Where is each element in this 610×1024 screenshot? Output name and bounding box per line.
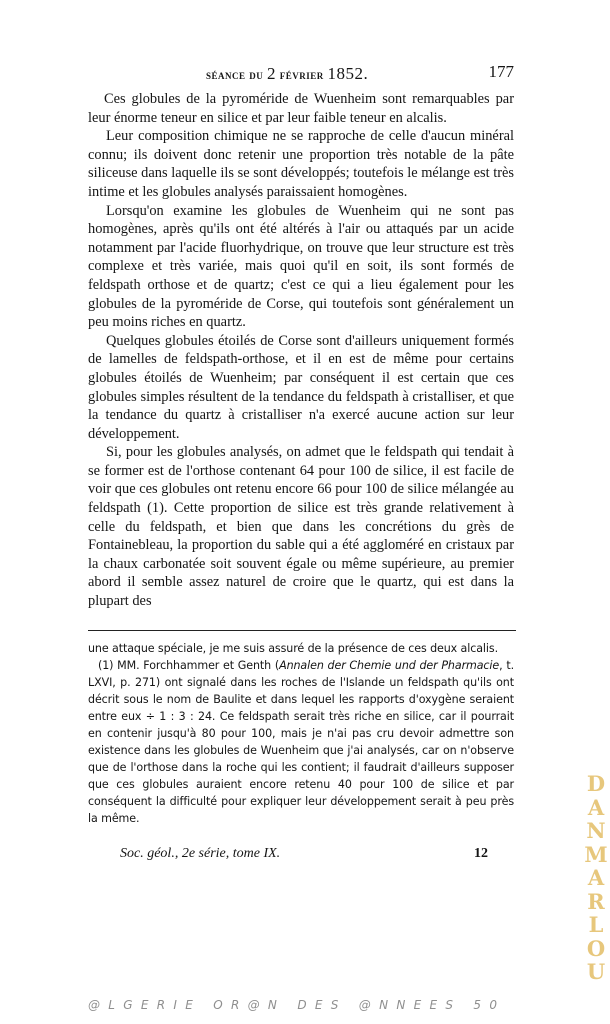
main-text (88, 90, 514, 611)
paragraph: Leur composition chimique ne se rapproche de celle d'aucun minéral connu; ils doivent donc retenir une proportion très notable de la pâte siliceuse dans laquelle ils se sont développés; toutefois le mélange est très intime et les globules analysés paraissaient homogènes. (88, 128, 514, 200)
paragraph: Lorsqu'on examine les globules de Wuenheim qui ne sont pas homogènes, après qu'ils ont été altérés à l'air ou attaqués par un acide notamment par l'acide fluorhydrique, on trouve que leur structure est très complexe et très variée, mais quoi qu'il en soit, ils sont formés de feldspath orthose et de quartz; c'est ce qui a lieu également pour les globules de la pyroméride de Corse, qui toutefois sont généralement un peu moins riches en quartz. (88, 202, 514, 331)
footnote-1: (1) MM. Forchhammer et Genth (Annalen der Chemie und der Pharmacie, t. LXVI, p. 271) ont signalé dans les roches de l'Islande un feldspath qu'ils ont décrit sous le nom de Baulite et dans lequel les rapports d'oxygène seraient entre eux ÷ 1 : 3 : 24. Ce feldspath serait très riche en silice, car il pourrait en contenir jusqu'à 80 pour 100, mais je n'ai pas cru devoir admettre son existence dans les globules de Wuenheim que j'ai analysés, car on n'observe que de l'orthose dans la roche qui les contient; il faudrait d'ailleurs supposer que ces globules auraient encore retenu 40 pour 100 de silice et par conséquent la difficulté pour expliquer leur développement serait à peu près la même. (88, 659, 515, 825)
page-number: 177 (488, 62, 514, 81)
note-continuation: une attaque spéciale, je me suis assuré de la présence de ces deux alcalis. (88, 642, 499, 655)
signature-line (120, 846, 488, 866)
footnote-separator (88, 630, 516, 631)
paragraph: Ces globules de la pyroméride de Wuenheim sont remarquables par leur énorme teneur en silice et par leur faible teneur en alcalis. (88, 91, 514, 126)
footer-watermark: @LGERIE OR@N DES @NNEES 50 (88, 998, 506, 1012)
running-header (88, 64, 516, 86)
running-title: séance du 2 février 1852. (206, 64, 369, 83)
series-note: Soc. géol., 2e série, tome IX. (120, 846, 281, 861)
footnotes (88, 640, 514, 827)
paragraph: Si, pour les globules analysés, on admet que le feldspath qui tendait à se former est de l'orthose contenant 64 pour 100 de silice, il est facile de voir que ces globules ont retenu encore 66 pour 100 de silice mélangée au feldspath (1). Cette proportion de silice est très grande relativement à celle du feldspath, et bien que dans les concrétions du grès de Fontainebleau, la proportion du sable qui a été aggloméré en cristaux par la chaux carbonatée soit souvent égale ou même supérieure, au premier abord il semble assez naturel de croire que le quartz, qui est dans la plupart des (88, 444, 514, 610)
journal-title: Annalen der Chemie und der Pharmacie (279, 659, 500, 672)
sheet-number: 12 (474, 846, 488, 861)
vertical-watermark: D A N M A R L O U (584, 771, 608, 984)
paragraph: Quelques globules étoilés de Corse sont d'ailleurs uniquement formés de lamelles de feldspath-orthose, et il en est de même pour certains globules étoilés de Wuenheim; par conséquent il est certain que ces globules simples résultent de la tendance du feldspath à cristalliser, et que la tendance du quartz à cristalliser n'a exercé aucune action sur leur développement. (88, 332, 514, 442)
